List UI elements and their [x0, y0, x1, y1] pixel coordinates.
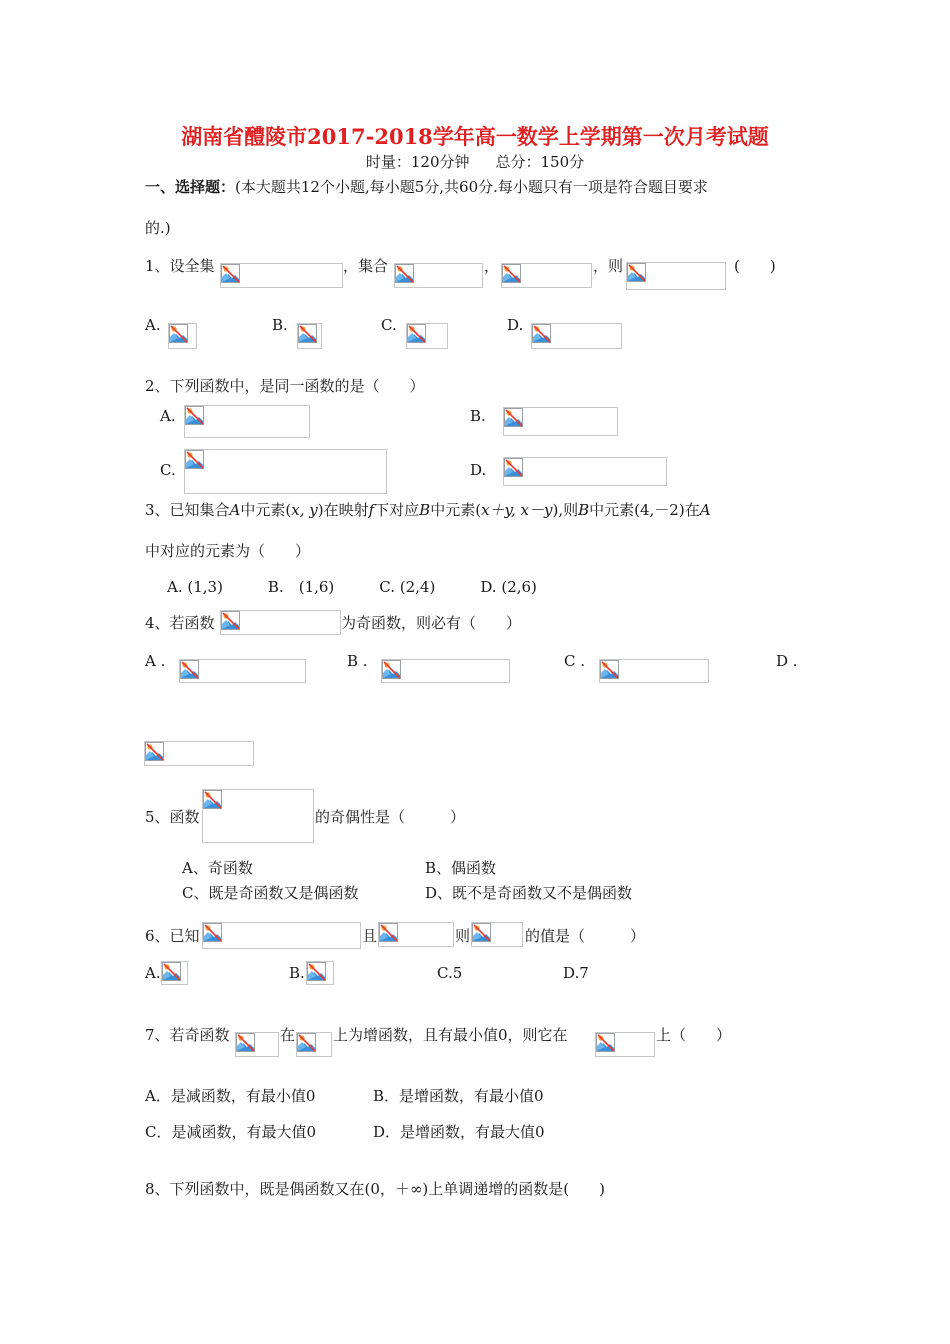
q4-option-c-label: C .: [564, 652, 586, 670]
broken-image-icon: [236, 1033, 255, 1052]
q3-var: x, y: [291, 501, 318, 519]
broken-image-icon: [395, 264, 414, 283]
broken-image-icon: [203, 790, 222, 809]
q6-formula-target: [471, 922, 523, 947]
broken-image-icon: [472, 923, 491, 942]
q1-option-d-formula: [531, 323, 622, 349]
broken-image-icon: [145, 742, 164, 761]
q1-option-c-label: C.: [381, 316, 397, 334]
q6-option-c: C.5: [437, 964, 463, 982]
q3-var: A: [699, 501, 711, 519]
section-desc: (本大题共12个小题,每小题5分,共60分.每小题只有一项是符合题目要求: [235, 178, 708, 196]
q1-formula-set-b: [501, 263, 592, 288]
q1-option-c-formula: [406, 323, 448, 349]
q3-text-line2: 中对应的元素为（ ）: [145, 542, 311, 560]
q1-blank: ( ): [734, 257, 776, 275]
exam-time: 时量：120分钟: [365, 153, 470, 171]
q3-var: A: [229, 501, 241, 519]
broken-image-icon: [298, 324, 317, 343]
broken-image-icon: [532, 324, 551, 343]
q5-option-b: B、偶函数: [425, 859, 497, 877]
q4-option-b-label: B .: [347, 652, 368, 670]
q2-option-a-formula: [184, 405, 310, 438]
q3-options: A. (1,3) B. (1,6) C. (2,4) D. (2,6): [167, 578, 537, 596]
q4-option-a-formula: [179, 659, 306, 683]
q6-text-1: 6、已知: [145, 927, 200, 945]
q4-option-a-label: A .: [145, 652, 166, 670]
q3-part: 中元素(: [240, 501, 292, 519]
q3-part: 3、已知集合: [145, 501, 230, 519]
q2-option-d-formula: [503, 457, 667, 486]
q1-text-4: ，则: [593, 257, 624, 275]
q2-option-b-label: B.: [470, 407, 486, 425]
q6-formula-condition: [378, 922, 454, 947]
q3-part: ),则: [552, 501, 579, 519]
q4-option-c-formula: [599, 659, 709, 683]
q3-var: x＋y, x－y: [481, 501, 553, 519]
broken-image-icon: [162, 962, 181, 981]
q6-text-2: 且: [362, 927, 378, 945]
q6-option-b-formula: [306, 961, 334, 985]
q2-option-b-formula: [503, 407, 618, 436]
q3-part: 中元素(: [430, 501, 482, 519]
q4-text-1: 4、若函数: [145, 614, 215, 632]
broken-image-icon: [407, 324, 426, 343]
q7-option-c: C．是减函数，有最大值0: [145, 1123, 317, 1141]
q1-option-b-label: B.: [272, 316, 288, 334]
q2-option-d-label: D.: [470, 461, 487, 479]
broken-image-icon: [180, 660, 199, 679]
q3-var: B: [419, 501, 431, 519]
q1-text-2: ，集合: [343, 257, 389, 275]
q7-option-a: A．是减函数，有最小值0: [145, 1087, 316, 1105]
q3-var: B: [578, 501, 590, 519]
q4-option-d-label: D .: [776, 652, 798, 670]
broken-image-icon: [600, 660, 619, 679]
broken-image-icon: [169, 324, 188, 343]
q5-text-1: 5、函数: [145, 808, 200, 826]
exam-score: 总分：150分: [495, 153, 585, 171]
q3-text: [145, 500, 711, 520]
q7-text-3: 上为增函数，且有最小值0，则它在: [333, 1026, 568, 1044]
q1-option-b-formula: [297, 323, 322, 349]
q5-option-c: C、既是奇函数又是偶函数: [182, 884, 359, 902]
broken-image-icon: [504, 408, 523, 427]
q6-option-d: D.7: [563, 964, 589, 982]
broken-image-icon: [307, 962, 326, 981]
q6-option-a-formula: [161, 961, 188, 985]
q5-text-2: 的奇偶性是（ ）: [315, 808, 466, 826]
q4-formula-function: [220, 610, 341, 635]
q3-part: )在映射: [317, 501, 369, 519]
broken-image-icon: [203, 923, 222, 942]
q7-text-2: 在: [280, 1026, 296, 1044]
q3-var: f: [368, 501, 375, 519]
q6-option-b-label: B.: [289, 964, 305, 982]
q1-text-1: 1、设全集: [145, 257, 215, 275]
page-title: 湖南省醴陵市2017-2018学年高一数学上学期第一次月考试题: [181, 124, 769, 149]
q7-text-4: 上（ ）: [656, 1026, 732, 1044]
broken-image-icon: [596, 1033, 615, 1052]
q7-text-1: 7、若奇函数: [145, 1026, 230, 1044]
q6-text-4: 的值是（ ）: [525, 927, 646, 945]
q3-part: 下对应: [374, 501, 420, 519]
q7-formula-function: [235, 1032, 279, 1057]
section-label: 一、选择题：: [145, 178, 236, 196]
q1-option-a-formula: [168, 323, 197, 349]
q5-option-a: A、奇函数: [182, 859, 253, 877]
q6-formula-function: [202, 922, 361, 949]
broken-image-icon: [185, 450, 204, 469]
q1-formula-question: [626, 262, 726, 290]
q1-text-3: ，: [484, 257, 500, 275]
q5-formula-function: [202, 789, 314, 843]
q2-option-a-label: A.: [160, 407, 176, 425]
q7-formula-interval-1: [296, 1032, 332, 1057]
q7-option-b: B．是增函数，有最小值0: [373, 1087, 544, 1105]
q1-formula-universal-set: [220, 263, 343, 288]
broken-image-icon: [221, 264, 240, 283]
q4-option-b-formula: [381, 659, 510, 683]
q7-formula-interval-2: [595, 1032, 655, 1057]
exam-info: [0, 152, 950, 172]
q2-text: 2、下列函数中，是同一函数的是（ ）: [145, 377, 425, 395]
broken-image-icon: [297, 1033, 316, 1052]
broken-image-icon: [627, 263, 646, 282]
q1-option-d-label: D.: [507, 316, 524, 334]
broken-image-icon: [221, 611, 240, 630]
broken-image-icon: [185, 406, 204, 425]
q2-option-c-label: C.: [160, 461, 176, 479]
q1-formula-set-a: [394, 263, 483, 288]
q1-option-a-label: A.: [145, 316, 161, 334]
broken-image-icon: [379, 923, 398, 942]
broken-image-icon: [504, 458, 523, 477]
q3-part: 中元素(4,－2)在: [589, 501, 700, 519]
q2-option-c-formula: [184, 449, 387, 494]
q6-option-a-label: A.: [145, 964, 161, 982]
q7-option-d: D．是增函数，有最大值0: [373, 1123, 545, 1141]
section-heading: [145, 177, 708, 197]
q5-option-d: D、既不是奇函数又不是偶函数: [425, 884, 633, 902]
q8-text: 8、下列函数中，既是偶函数又在(0，＋∞)上单调递增的函数是( ): [145, 1180, 605, 1198]
q4-option-d-formula: [144, 741, 254, 766]
q6-text-3: 则: [455, 927, 471, 945]
broken-image-icon: [502, 264, 521, 283]
broken-image-icon: [382, 660, 401, 679]
q4-text-2: 为奇函数，则必有（ ）: [341, 614, 522, 632]
section-desc-cont: 的.): [145, 219, 171, 237]
